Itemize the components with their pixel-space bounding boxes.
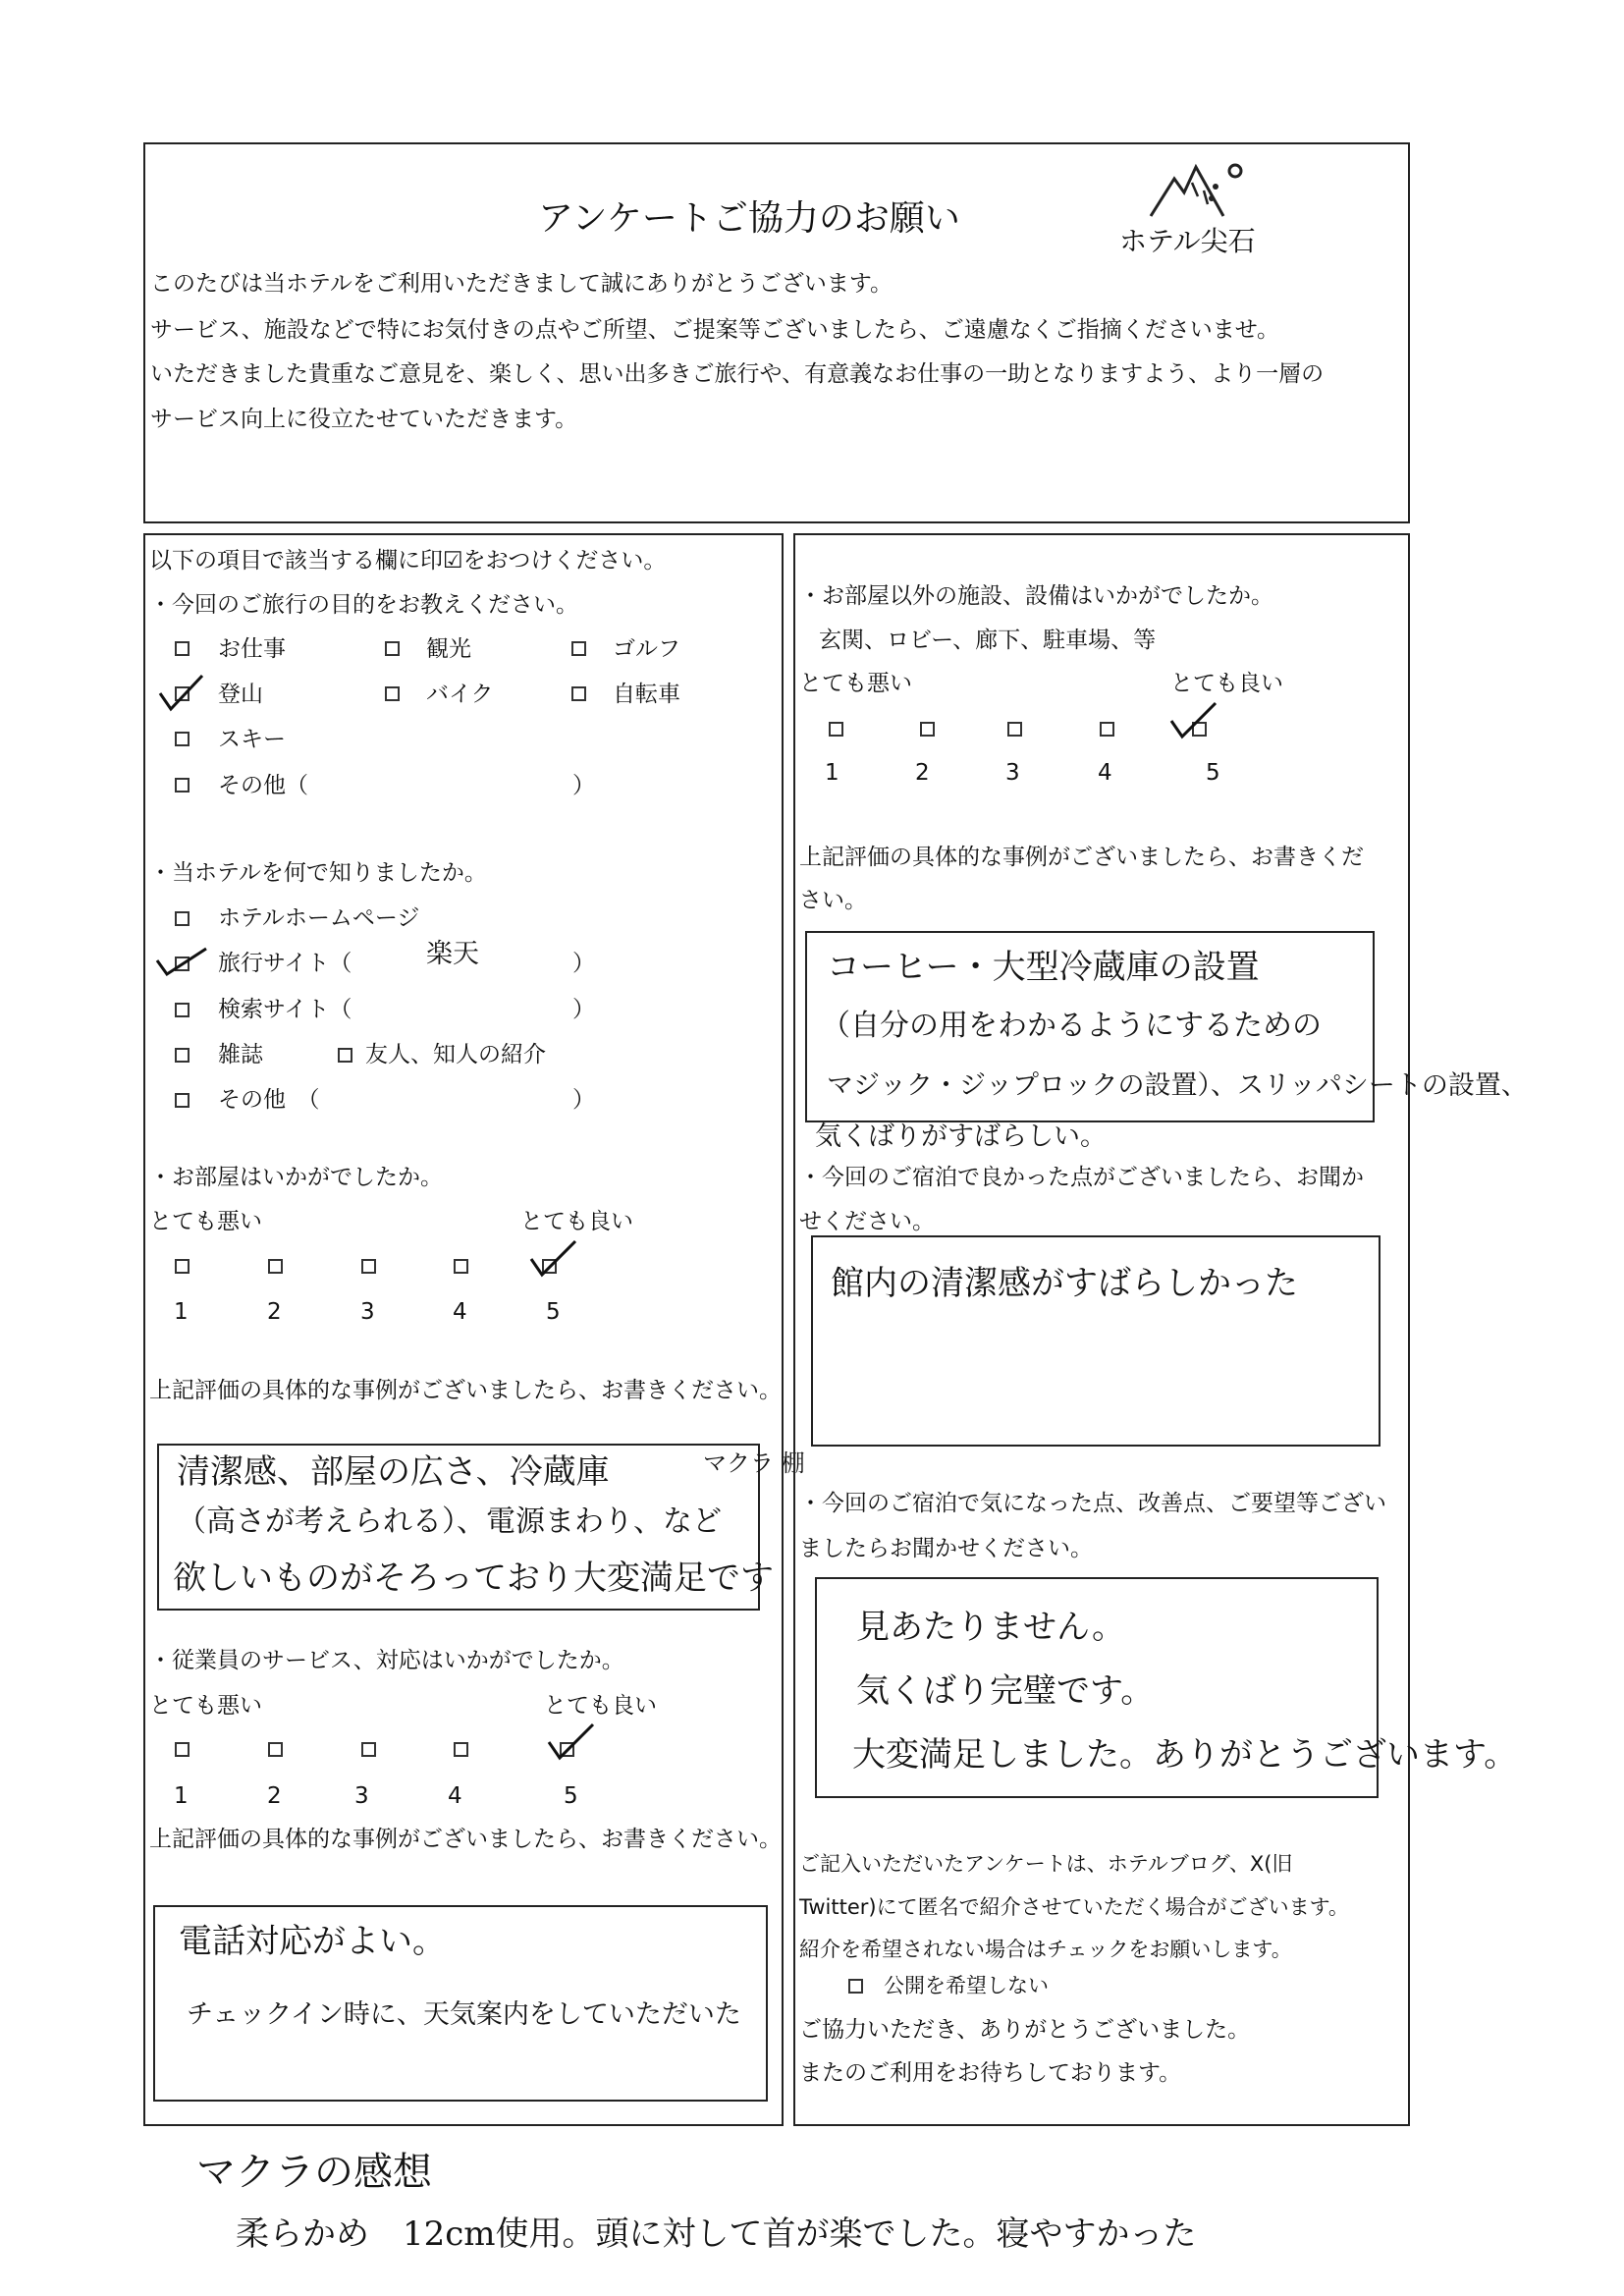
- facility-examples: 玄関、ロビー、廊下、駐車場、等: [819, 628, 1157, 653]
- improve-comment-line-1: 見あたりません。: [856, 1608, 1126, 1647]
- thanks-line-1: ご協力いただき、ありがとうございました。: [799, 2017, 1251, 2043]
- room-comment-line-2: （高さが考えられる）、電源まわり、など: [177, 1504, 722, 1539]
- thanks-line-2: またのご利用をお待ちしております。: [799, 2060, 1182, 2086]
- checkbox-purpose-other[interactable]: [175, 778, 189, 793]
- facility-detail-prompt-1: 上記評価の具体的な事例がございましたら、お書きくだ: [799, 845, 1364, 870]
- page-title: アンケートご協力のお願い: [538, 198, 960, 239]
- checkbox-work[interactable]: [175, 641, 189, 656]
- rating-checkbox-2[interactable]: [268, 1742, 283, 1757]
- rating-number-2: 2: [915, 760, 930, 786]
- scale-high-label: とても良い: [1170, 671, 1283, 696]
- option-golf: ゴルフ: [613, 636, 680, 662]
- checkbox-homepage[interactable]: [175, 911, 189, 926]
- staff-question: ・従業員のサービス、対応はいかがでしたか。: [149, 1648, 624, 1673]
- checkmark-icon: [155, 945, 208, 978]
- good-question-2: せください。: [799, 1209, 935, 1234]
- instruction-text: 以下の項目で該当する欄に印☑をおつけください。: [149, 548, 667, 574]
- no-publish-label: 公開を希望しない: [884, 1974, 1049, 1997]
- scale-low-label: とても悪い: [799, 671, 912, 696]
- checkmark-icon: [157, 674, 206, 713]
- checkbox-friend[interactable]: [338, 1048, 352, 1063]
- option-climbing: 登山: [218, 682, 263, 707]
- option-bicycle: 自転車: [613, 682, 680, 707]
- rating-checkbox-1[interactable]: [175, 1742, 189, 1757]
- facility-comment-line-4: 気くばりがすばらしい。: [815, 1121, 1107, 1152]
- rating-number-5: 5: [1206, 760, 1220, 786]
- paren-close: ）: [572, 997, 595, 1022]
- rating-number-1: 1: [174, 1299, 189, 1325]
- checkmark-icon: [528, 1239, 577, 1279]
- good-question-1: ・今回のご宿泊で良かった点がございましたら、お聞か: [799, 1165, 1364, 1190]
- rating-checkbox-2[interactable]: [920, 722, 935, 737]
- no-publish-checkbox[interactable]: [848, 1979, 863, 1994]
- pillow-note-title: マクラの感想: [196, 2150, 432, 2195]
- option-friend: 友人、知人の紹介: [365, 1042, 546, 1067]
- staff-comment-line-2: チェックイン時に、天気案内をしていただいた: [187, 1999, 741, 2030]
- checkbox-bike[interactable]: [385, 686, 400, 701]
- option-homepage: ホテルホームページ: [218, 905, 420, 931]
- facility-comment-line-2: （自分の用をわかるようにするための: [821, 1009, 1322, 1043]
- option-work: お仕事: [218, 636, 286, 662]
- staff-comment-line-1: 電話対応がよい。: [179, 1922, 446, 1961]
- option-bike: バイク: [426, 682, 494, 707]
- room-detail-prompt: 上記評価の具体的な事例がございましたら、お書きください。: [149, 1378, 782, 1403]
- scale-high-label: とても良い: [544, 1693, 657, 1719]
- room-question: ・お部屋はいかがでしたか。: [149, 1165, 443, 1190]
- travel-site-answer: 楽天: [426, 939, 479, 969]
- intro-line-1: このたびは当ホテルをご利用いただきまして誠にありがとうございます。: [150, 271, 893, 297]
- checkbox-golf[interactable]: [571, 641, 586, 656]
- rating-checkbox-2[interactable]: [268, 1259, 283, 1274]
- rating-checkbox-3[interactable]: [1007, 722, 1022, 737]
- rating-number-5: 5: [546, 1299, 561, 1325]
- rating-checkbox-1[interactable]: [829, 722, 843, 737]
- blog-note-line-2: Twitter)にて匿名で紹介させていただく場合がございます。: [799, 1895, 1349, 1919]
- improve-comment-line-2: 気くばり完璧です。: [856, 1671, 1155, 1711]
- rating-number-1: 1: [174, 1783, 189, 1809]
- pillow-note-body: 柔らかめ 12cm使用。頭に対して首が楽でした。寝やすかった: [236, 2214, 1197, 2254]
- checkbox-search-site[interactable]: [175, 1003, 189, 1017]
- source-question: ・当ホテルを何で知りましたか。: [149, 860, 487, 886]
- rating-checkbox-3[interactable]: [361, 1259, 376, 1274]
- checkbox-sightseeing[interactable]: [385, 641, 400, 656]
- rating-checkbox-3[interactable]: [361, 1742, 376, 1757]
- rating-checkbox-4[interactable]: [1100, 722, 1114, 737]
- option-purpose-other: その他（: [218, 773, 308, 798]
- rating-number-2: 2: [267, 1783, 282, 1809]
- option-search-site: 検索サイト（: [218, 997, 352, 1022]
- checkbox-ski[interactable]: [175, 732, 189, 746]
- rating-number-3: 3: [354, 1783, 369, 1809]
- staff-detail-prompt: 上記評価の具体的な事例がございましたら、お書きください。: [149, 1827, 782, 1852]
- option-ski: スキー: [218, 727, 286, 752]
- hotel-logo-text: ホテル尖石: [1119, 225, 1256, 257]
- checkmark-icon: [546, 1722, 595, 1762]
- intro-line-3: いただきました貴重なご意見を、楽しく、思い出多きご旅行や、有意義なお仕事の一助となりますよう、より一層の: [150, 361, 1325, 387]
- rating-number-4: 4: [448, 1783, 462, 1809]
- paren-close: ）: [572, 951, 595, 976]
- facility-comment-line-1: コーヒー・大型冷蔵庫の設置: [827, 948, 1260, 987]
- scale-high-label: とても良い: [520, 1209, 633, 1234]
- checkbox-bicycle[interactable]: [571, 686, 586, 701]
- intro-line-4: サービス向上に役立たせていただきます。: [150, 407, 578, 432]
- intro-line-2: サービス、施設などで特にお気付きの点やご所望、ご提案等ございましたら、ご遠慮なくご指摘くださいませ。: [150, 317, 1279, 343]
- improve-comment-line-3: 大変満足しました。ありがとうございます。: [852, 1735, 1518, 1775]
- rating-number-5: 5: [564, 1783, 578, 1809]
- good-comment: 館内の清潔感がすばらしかった: [831, 1264, 1298, 1303]
- improve-question-2: ましたらお聞かせください。: [799, 1536, 1093, 1561]
- paren-close: ）: [572, 773, 595, 798]
- checkmark-icon: [1168, 701, 1218, 740]
- option-source-other: その他 （: [218, 1087, 320, 1113]
- rating-checkbox-4[interactable]: [454, 1742, 468, 1757]
- rating-number-2: 2: [267, 1299, 282, 1325]
- rating-number-3: 3: [1005, 760, 1020, 786]
- rating-checkbox-1[interactable]: [175, 1259, 189, 1274]
- room-comment-note: マクラ 棚: [703, 1449, 805, 1477]
- option-magazine: 雑誌: [218, 1042, 263, 1067]
- room-comment-line-3: 欲しいものがそろっており大変満足です: [173, 1558, 774, 1598]
- rating-number-3: 3: [360, 1299, 375, 1325]
- facility-detail-prompt-2: さい。: [799, 888, 867, 913]
- hotel-logo-mountain-icon: [1147, 157, 1255, 221]
- rating-checkbox-4[interactable]: [454, 1259, 468, 1274]
- scale-low-label: とても悪い: [149, 1693, 262, 1719]
- facility-comment-line-3: マジック・ジップロックの設置）、スリッパシートの設置、: [827, 1070, 1528, 1101]
- facility-question: ・お部屋以外の施設、設備はいかがでしたか。: [799, 583, 1273, 609]
- rating-number-1: 1: [825, 760, 839, 786]
- option-sightseeing: 観光: [426, 636, 471, 662]
- room-comment-line-1: 清潔感、部屋の広さ、冷蔵庫: [177, 1452, 610, 1492]
- blog-note-line-1: ご記入いただいたアンケートは、ホテルブログ、X(旧: [799, 1852, 1293, 1876]
- scale-low-label: とても悪い: [149, 1209, 262, 1234]
- rating-number-4: 4: [453, 1299, 467, 1325]
- blog-note-line-3: 紹介を希望されない場合はチェックをお願いします。: [799, 1938, 1292, 1961]
- rating-number-4: 4: [1098, 760, 1112, 786]
- checkbox-source-other[interactable]: [175, 1093, 189, 1108]
- checkbox-magazine[interactable]: [175, 1048, 189, 1063]
- paren-close: ）: [572, 1087, 595, 1113]
- option-travel-site: 旅行サイト（: [218, 951, 352, 976]
- purpose-question: ・今回のご旅行の目的をお教えください。: [149, 592, 578, 618]
- improve-question-1: ・今回のご宿泊で気になった点、改善点、ご要望等ござい: [799, 1491, 1386, 1516]
